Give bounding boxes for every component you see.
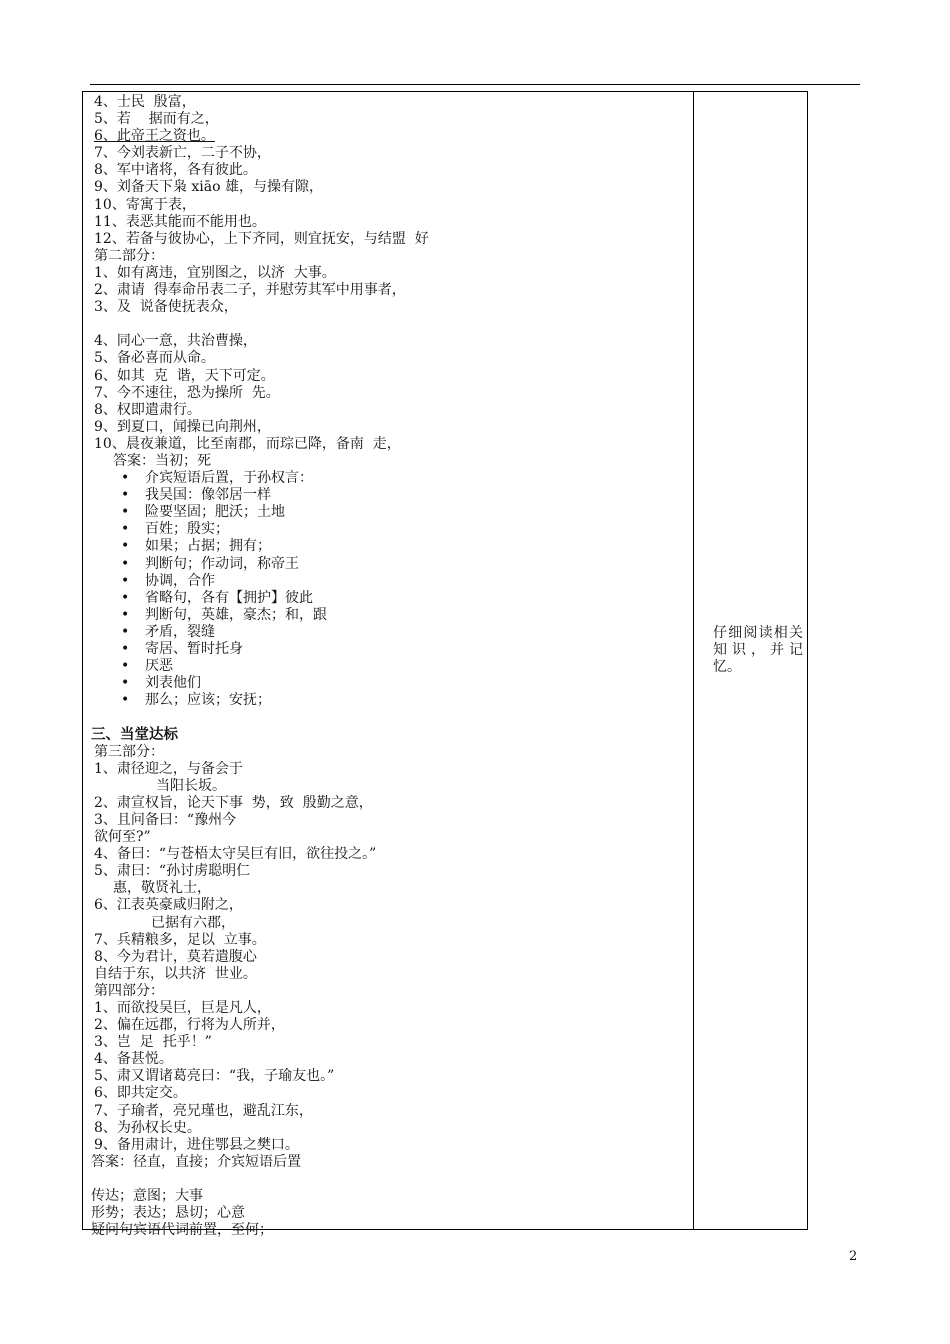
line-text: 8、军中诸将，各有彼此。 <box>94 162 257 179</box>
main-content-cell <box>83 92 694 1239</box>
line-text: 1、肃径迎之，与备会于 <box>94 760 243 777</box>
line-text: 第三部分： <box>94 743 164 760</box>
text-line <box>91 162 691 179</box>
text-line <box>91 915 691 932</box>
content-lines <box>91 94 691 1239</box>
text-line <box>91 897 691 914</box>
text-line <box>91 128 691 145</box>
text-line <box>91 402 691 419</box>
text-line <box>91 111 691 128</box>
line-text: 2、偏在远郡，行将为人所并， <box>94 1017 285 1034</box>
text-line <box>91 385 691 402</box>
page-number: 2 <box>849 1249 858 1264</box>
bullet-icon: • <box>121 692 130 709</box>
line-text: 4、备曰：“与苍梧太守吴巨有旧，欲往投之。” <box>94 846 377 863</box>
line-text: 8、权即遣肃行。 <box>94 401 201 418</box>
bullet-icon: • <box>121 658 130 675</box>
answer-bullet-item <box>91 607 691 624</box>
bullet-icon: • <box>121 623 130 640</box>
line-text: 7、今不速往，恐为操所 先。 <box>94 384 280 401</box>
answer-bullet-item <box>91 692 691 709</box>
line-text: 疑问句宾语代词前置，至何； <box>91 1222 273 1239</box>
answer-bullet-item <box>91 573 691 590</box>
text-line <box>91 316 691 333</box>
line-text: 7、兵精粮多，足以 立事。 <box>94 931 266 948</box>
line-text: 形势；表达；恳切；心意 <box>91 1205 245 1222</box>
bullet-icon: • <box>121 470 130 487</box>
text-line <box>91 1222 691 1239</box>
bullet-icon: • <box>121 555 130 572</box>
text-line <box>91 1017 691 1034</box>
line-text: 8、为孙权长史。 <box>94 1119 201 1136</box>
text-line <box>91 265 691 282</box>
content-table <box>82 91 808 1239</box>
text-line <box>91 744 691 761</box>
text-line <box>91 880 691 897</box>
line-text: 3、岂 足 托乎！” <box>94 1034 212 1051</box>
text-line <box>91 1188 691 1205</box>
bullet-icon: • <box>121 538 130 555</box>
line-text: 4、同心一意，共治曹操， <box>94 333 257 350</box>
line-text: 12、若备与彼协心，上下齐同，则宜抚安，与结盟 好 <box>94 230 429 247</box>
line-text: 2、肃宣权旨，论天下事 势，致 殷勤之意， <box>94 794 373 811</box>
line-text: 百姓；殷实； <box>145 521 229 538</box>
text-line <box>91 299 691 316</box>
text-line <box>91 829 691 846</box>
line-text: 答案：径直，直接；介宾短语后置 <box>91 1153 301 1170</box>
line-text: 矛盾，裂缝 <box>145 623 215 640</box>
line-text: 6、江表英豪咸归附之， <box>94 897 243 914</box>
line-text: 刘表他们 <box>145 675 201 692</box>
text-line <box>91 145 691 162</box>
bullet-icon: • <box>121 606 130 623</box>
answer-bullet-item <box>91 658 691 675</box>
answer-bullet-item <box>91 641 691 658</box>
line-text: 3、且问备曰：“豫州今 <box>94 811 237 828</box>
line-text: 11、表恶其能而不能用也。 <box>94 213 266 230</box>
header-rule <box>90 84 860 85</box>
text-line <box>91 282 691 299</box>
text-line <box>91 949 691 966</box>
section-heading <box>91 726 691 743</box>
text-line <box>91 197 691 214</box>
line-text: 厌恶 <box>145 658 173 675</box>
line-text: 第四部分： <box>94 982 164 999</box>
line-text: 自结于东，以共济 世业。 <box>94 965 257 982</box>
answer-bullet-item <box>91 556 691 573</box>
text-line <box>91 231 691 248</box>
line-text: 9、刘备天下枭 xiāo 雄，与操有隙， <box>94 179 323 196</box>
text-line <box>91 248 691 265</box>
text-line <box>91 983 691 1000</box>
text-line <box>91 436 691 453</box>
line-text: 10、晨夜兼道，比至南郡，而琮已降，备南 走， <box>94 435 401 452</box>
text-line <box>91 1068 691 1085</box>
text-line <box>91 812 691 829</box>
line-text: 那么；应该；安抚； <box>145 692 271 709</box>
line-text: 5、备必喜而从命。 <box>94 350 215 367</box>
line-text: 省略句，各有【拥护】彼此 <box>145 589 313 606</box>
text-line <box>91 761 691 778</box>
line-text: 协调，合作 <box>145 572 215 589</box>
text-line <box>91 795 691 812</box>
answer-bullet-item <box>91 538 691 555</box>
answer-bullet-item <box>91 504 691 521</box>
text-line <box>91 214 691 231</box>
text-line <box>91 453 691 470</box>
line-text: 如果；占据；拥有； <box>145 538 271 555</box>
bullet-icon: • <box>121 589 130 606</box>
line-text: 3、及 说备使抚表众， <box>94 299 238 316</box>
text-line <box>91 1120 691 1137</box>
line-text: 险要坚固；肥沃；土地 <box>145 504 285 521</box>
line-text: 10、寄寓于表， <box>94 196 196 213</box>
answer-bullet-item <box>91 470 691 487</box>
bullet-icon: • <box>121 504 130 521</box>
line-text: 已据有六郡， <box>151 914 235 931</box>
line-text: 三、当堂达标 <box>91 726 178 744</box>
line-text: 我吴国：像邻居一样 <box>145 487 271 504</box>
line-text: 4、备甚悦。 <box>94 1051 173 1068</box>
text-line <box>91 846 691 863</box>
line-text: 7、今刘表新亡，二子不协， <box>94 145 271 162</box>
line-text: 6、即共定交。 <box>94 1085 187 1102</box>
text-line <box>91 333 691 350</box>
text-line <box>91 863 691 880</box>
line-text: 寄居、暂时托身 <box>145 641 243 657</box>
line-text: 当阳长坂。 <box>156 777 226 794</box>
line-text: 8、今为君计，莫若遣腹心 <box>94 948 257 965</box>
line-text: 5、肃曰：“孙讨虏聪明仁 <box>94 863 251 880</box>
text-line <box>91 419 691 436</box>
line-text: 6、此帝王之资也。 <box>94 128 215 145</box>
line-text: 介宾短语后置，于孙权言： <box>145 470 313 487</box>
text-line <box>91 1205 691 1222</box>
line-text: 5、若 据而有之， <box>94 111 219 128</box>
answer-bullet-item <box>91 521 691 538</box>
line-text: 惠，敬贤礼士， <box>113 880 211 897</box>
text-line <box>91 368 691 385</box>
text-line <box>91 1085 691 1102</box>
text-line <box>91 94 691 111</box>
line-text: 9、备用肃计，进住鄂县之樊口。 <box>94 1136 299 1153</box>
line-text: 答案：当初；死 <box>113 452 211 469</box>
answer-bullet-item <box>91 675 691 692</box>
text-line <box>91 932 691 949</box>
text-line <box>91 1171 691 1188</box>
line-text: 1、如有离违，宜别图之，以济 大事。 <box>94 264 336 281</box>
line-text: 2、肃请 得奉命吊表二子，并慰劳其军中用事者， <box>94 282 406 299</box>
text-line <box>91 778 691 795</box>
line-text: 第二部分： <box>94 247 164 264</box>
text-line <box>91 1034 691 1051</box>
answer-bullet-item <box>91 624 691 641</box>
line-text: 7、子瑜者，亮兄瑾也，避乱江东， <box>94 1102 313 1119</box>
bullet-icon: • <box>121 487 130 504</box>
line-text: 1、而欲投吴巨，巨是凡人， <box>94 999 271 1016</box>
line-text: 4、士民 殷富， <box>94 94 196 110</box>
answer-bullet-item <box>91 590 691 607</box>
bullet-icon: • <box>121 521 130 538</box>
line-text: 判断句，英雄，豪杰；和，跟 <box>145 606 327 623</box>
text-line <box>91 350 691 367</box>
bullet-icon: • <box>121 641 130 657</box>
bullet-icon: • <box>121 675 130 692</box>
line-text: 欲何至?” <box>94 829 151 846</box>
text-line <box>91 179 691 196</box>
line-text: 5、肃又谓诸葛亮曰：“我，子瑜友也。” <box>94 1068 335 1085</box>
line-text: 判断句；作动词，称帝王 <box>145 555 299 572</box>
answer-bullet-item <box>91 487 691 504</box>
text-line <box>91 966 691 983</box>
text-line <box>91 1137 691 1154</box>
text-line <box>91 1103 691 1120</box>
study-note: 仔细阅读相关知识，并记忆。 <box>713 625 803 675</box>
bullet-icon: • <box>121 572 130 589</box>
note-cell <box>703 92 807 1229</box>
line-text: 6、如其 克 谐，天下可定。 <box>94 367 275 384</box>
text-line <box>91 1154 691 1171</box>
text-line <box>91 1000 691 1017</box>
line-text: 9、到夏口，闻操已向荆州， <box>94 418 271 435</box>
text-line <box>91 709 691 726</box>
line-text: 传达；意图；大事 <box>91 1188 203 1204</box>
text-line <box>91 1051 691 1068</box>
